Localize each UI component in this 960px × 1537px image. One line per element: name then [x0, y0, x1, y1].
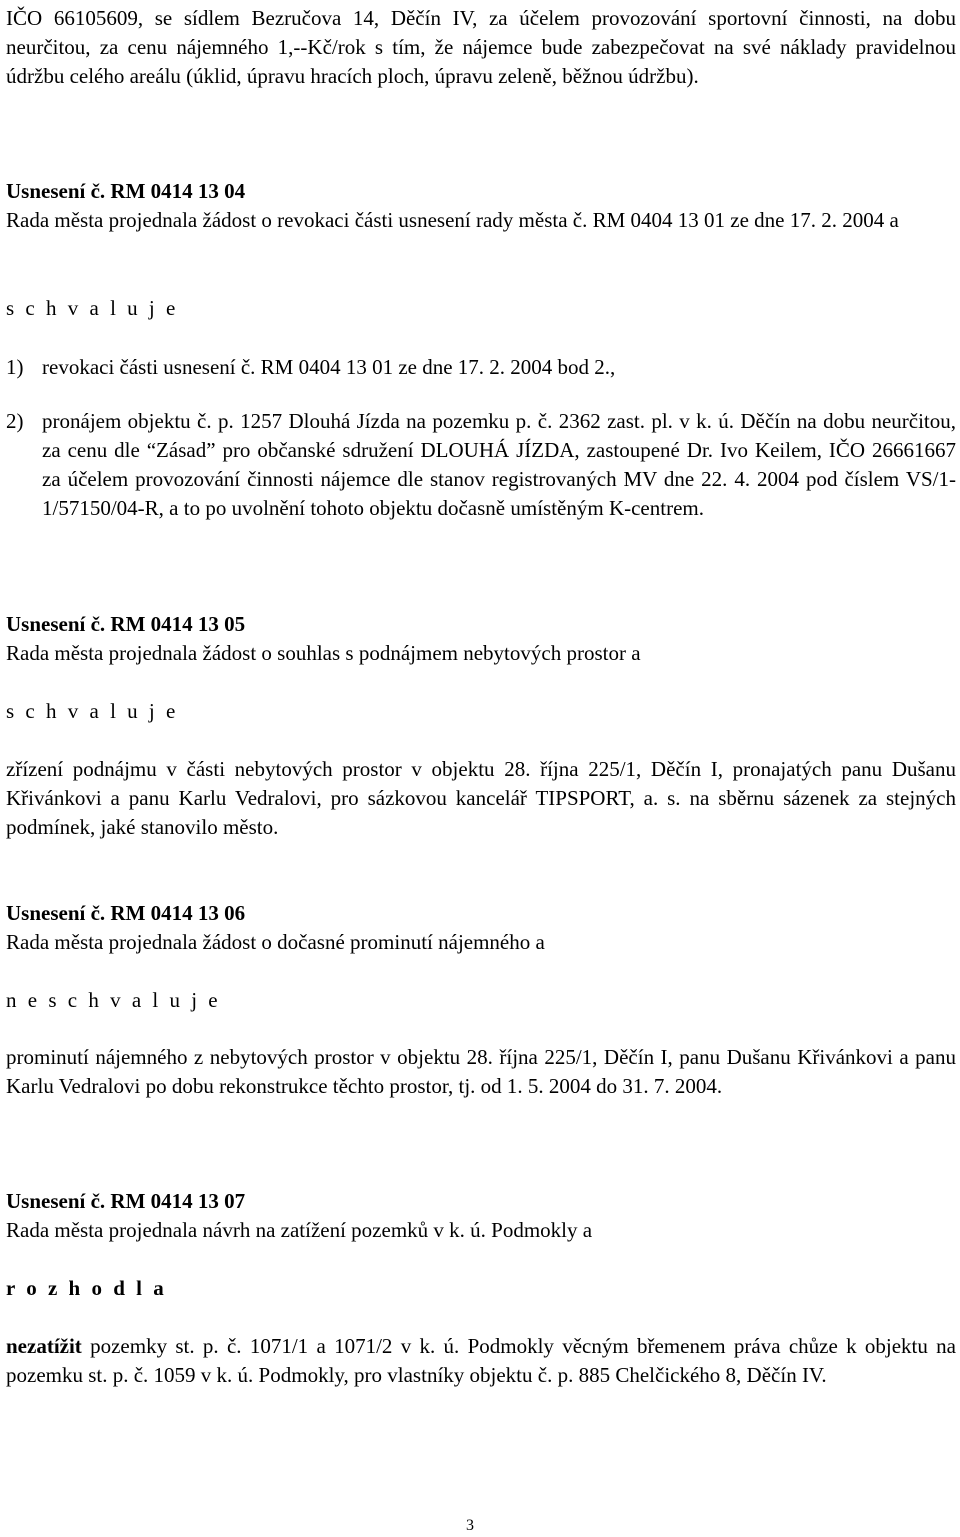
resolution-07-body-keyword: nezatížit — [6, 1334, 82, 1358]
resolution-05-title: Usnesení č. RM 0414 13 05 — [6, 612, 246, 636]
resolution-05-verdict: s c h v a l u j e — [6, 699, 179, 723]
resolution-07-verdict: r o z h o d l a — [6, 1276, 167, 1300]
resolution-05-intro: Rada města projednala žádost o souhlas s podnájmem nebytových prostor a — [6, 641, 641, 665]
item-text: revokaci části usnesení č. RM 0404 13 01 ze dne 17. 2. 2004 bod 2., — [42, 355, 616, 379]
document-page — [6, 0, 956, 1537]
resolution-06-intro: Rada města projednala žádost o dočasné prominutí nájemného a — [6, 930, 545, 954]
resolution-07-title: Usnesení č. RM 0414 13 07 — [6, 1189, 246, 1213]
item-number: 2) — [6, 409, 24, 433]
page-number: 3 — [466, 1517, 474, 1534]
item-text: pronájem objektu č. p. 1257 Dlouhá Jízda na pozemku p. č. 2362 zast. pl. v k. ú. Děčín na dobu neurčitou, za cenu dle “Zásad” pro občanské sdružení DLOUHÁ JÍZDA, zastoupené Dr. Ivo Keilem, IČO 26661667 za účelem provozování činnosti nájemce dle stanov registrovaných MV dne 22. 4. 2004 pod číslem VS/1-1/57150/04-R, a to po uvolnění tohoto objektu dočasně umístěným K-centrem. — [42, 409, 956, 520]
item-number: 1) — [6, 355, 24, 379]
resolution-07-body — [6, 1332, 956, 1390]
resolution-06-verdict: n e s c h v a l u j e — [6, 988, 221, 1012]
resolution-06-body: prominutí nájemného z nebytových prostor v objektu 28. října 225/1, Děčín I, panu Dušanu Křivánkovi a panu Karlu Vedralovi po dobu rekonstrukce těchto prostor, tj. od 1. 5. 2004 do 31. 7. 2004. — [6, 1045, 956, 1098]
resolution-07-intro: Rada města projednala návrh na zatížení pozemků v k. ú. Podmokly a — [6, 1218, 593, 1242]
resolution-07-body-text: pozemky st. p. č. 1071/1 a 1071/2 v k. ú. Podmokly věcným břemenem práva chůze k objektu na pozemku st. p. č. 1059 v k. ú. Podmokly, pro vlastníky objektu č. p. 885 Chelčického 8, Děčín IV. — [6, 1334, 956, 1387]
resolution-06-title: Usnesení č. RM 0414 13 06 — [6, 901, 246, 925]
resolution-04-verdict: s c h v a l u j e — [6, 296, 179, 320]
resolution-04-intro: Rada města projednala žádost o revokaci části usnesení rady města č. RM 0404 13 01 ze dne 17. 2. 2004 a — [6, 208, 899, 232]
resolution-05-body: zřízení podnájmu v části nebytových prostor v objektu 28. října 225/1, Děčín I, pronajatých panu Dušanu Křivánkovi a panu Karlu Vedralovi, pro sázkovou kancelář TIPSPORT, a. s. na sběrnu sázenek za stejných podmínek, jaké stanovilo město. — [6, 757, 956, 839]
intro-paragraph: IČO 66105609, se sídlem Bezručova 14, Děčín IV, za účelem provozování sportovní činnosti, na dobu neurčitou, za cenu nájemného 1,--Kč/rok s tím, že nájemce bude zabezpečovat na své náklady pravidelnou údržbu celého areálu (úklid, úpravu hracích ploch, úpravu zeleně, běžnou údržbu). — [6, 6, 956, 88]
resolution-04-title: Usnesení č. RM 0414 13 04 — [6, 179, 246, 203]
